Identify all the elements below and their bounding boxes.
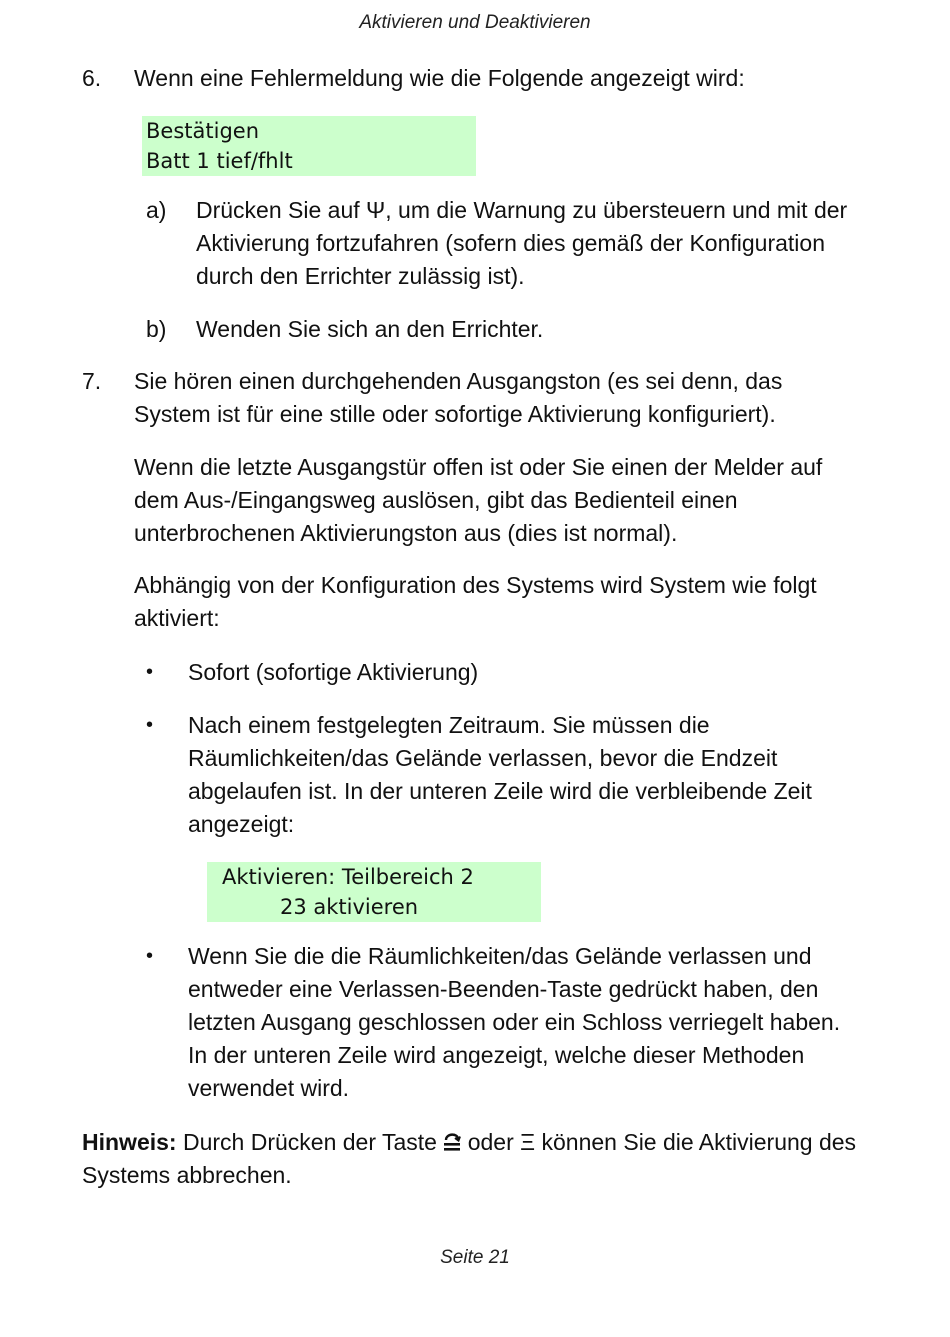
cancel-key-icon: Ξ xyxy=(520,1129,536,1155)
back-key-icon xyxy=(443,1129,461,1153)
lcd-display-error xyxy=(142,116,476,176)
bullet-icon: • xyxy=(146,714,154,736)
step-6-text: Wenn eine Fehlermeldung wie die Folgende angezeigt wird: xyxy=(134,65,745,91)
bullet-item-1: Sofort (sofortige Aktivierung) xyxy=(188,659,479,685)
sub-a-text-after: , um die Warnung zu übersteuern und mit der Aktivierung fortzufahren (sofern dies gemäß der Konfiguration durch den Errichter zulässig ist). xyxy=(196,197,848,289)
sub-b-text: Wenden Sie sich an den Errichter. xyxy=(196,316,544,342)
page-header: Aktivieren und Deaktivieren xyxy=(359,12,591,33)
bullet-item-3: Wenn Sie die die Räumlichkeiten/das Gelände verlassen und entweder eine Verlassen-Beenden-Taste gedrückt haben, den letzten Ausgang geschlossen oder ein Schloss verriegelt haben. In der unteren Zeile wird angezeigt, welche dieser Methoden verwendet wird. xyxy=(188,943,841,1101)
note-label: Hinweis: xyxy=(82,1129,177,1155)
note-paragraph xyxy=(82,1126,862,1192)
step-6-number: 6. xyxy=(82,65,102,91)
bullet-icon: • xyxy=(146,945,154,967)
note-text-middle: oder xyxy=(467,1129,514,1155)
lcd-line-2: Batt 1 tief/fhlt xyxy=(146,149,293,173)
note-text-after: können Sie die Aktivierung des Systems abbrechen. xyxy=(82,1129,857,1188)
override-key-icon: Ψ xyxy=(366,197,386,223)
sub-a-text xyxy=(196,194,856,293)
step-7-number: 7. xyxy=(82,368,102,394)
page-number: Seite 21 xyxy=(440,1247,510,1268)
bullet-item-2: Nach einem festgelegten Zeitraum. Sie müssen die Räumlichkeiten/das Gelände verlassen, bevor die Endzeit abgelaufen ist. In der unteren Zeile wird die verbleibende Zeit angezeigt: xyxy=(188,712,812,837)
sub-b-label: b) xyxy=(146,316,167,342)
sub-a-label: a) xyxy=(146,197,167,223)
note-text-before: Durch Drücken der Taste xyxy=(182,1129,437,1155)
lcd-line-1: Aktivieren: Teilbereich 2 xyxy=(222,865,474,889)
step-7-paragraph-2: Wenn die letzte Ausgangstür offen ist oder Sie einen der Melder auf dem Aus-/Eingangsweg auslösen, gibt das Bedienteil einen unterbrochenen Aktivierungston aus (dies ist normal). xyxy=(134,454,823,546)
step-7-paragraph-3: Abhängig von der Konfiguration des Systems wird System wie folgt aktiviert: xyxy=(134,572,817,631)
step-7-text: Sie hören einen durchgehenden Ausgangston (es sei denn, das System ist für eine stille oder sofortige Aktivierung konfiguriert). xyxy=(134,368,783,427)
lcd-line-2: 23 aktivieren xyxy=(280,895,419,919)
bullet-icon: • xyxy=(146,661,154,683)
sub-a-text-before: Drücken Sie auf xyxy=(196,197,360,223)
lcd-line-1: Bestätigen xyxy=(146,119,259,143)
lcd-display-countdown xyxy=(207,862,541,922)
